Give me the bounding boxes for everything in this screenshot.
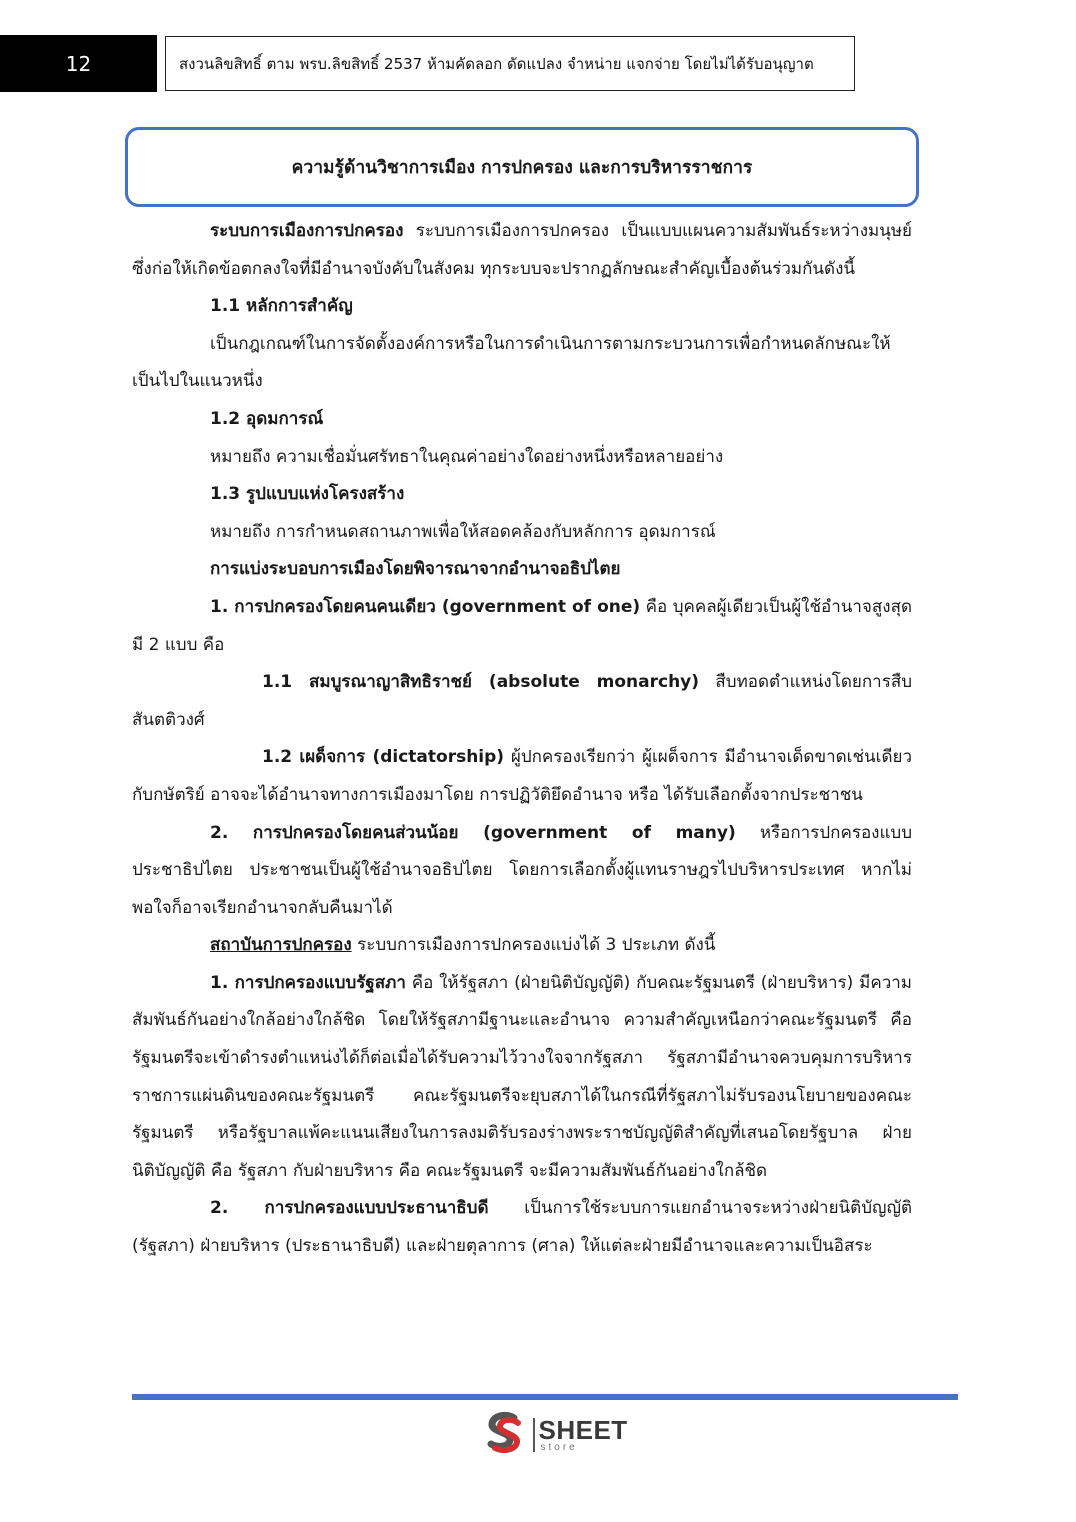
government-of-one: [132, 589, 912, 664]
logo-text: [539, 1417, 628, 1453]
copyright-notice: [165, 36, 855, 91]
absolute-monarchy-heading: 1.1 สมบูรณาญาสิทธิราชย์ (absolute monarchy): [262, 672, 700, 693]
heading-division: การแบ่งระบอบการเมืองโดยพิจารณาจากอำนาจอธิปไตย: [210, 559, 621, 580]
logo-sub-text: store: [540, 1442, 578, 1453]
footer-divider: [132, 1394, 958, 1400]
institutions-heading: สถาบันการปกครอง: [210, 935, 352, 956]
paragraph-1-3: หมายถึง การกำหนดสถานภาพเพื่อให้สอดคล้องกับหลักการ อุดมการณ์: [210, 521, 716, 542]
page-number: 12: [0, 35, 157, 92]
copyright-text: สงวนลิขสิทธิ์ ตาม พรบ.ลิขสิทธิ์ 2537 ห้ามคัดลอก ดัดแปลง จำหน่าย แจกจ่าย โดยไม่ได้รับอนุญาต: [179, 54, 814, 73]
section-title-box: [125, 127, 919, 207]
presidential-text: เป็นการใช้ระบบการแยกอำนาจระหว่างฝ่ายนิติบัญญัติ (รัฐสภา) ฝ่ายบริหาร (ประธานาธิบดี) และฝ่ายตุลาการ (ศาล) ให้แต่ละฝ่ายมีอำนาจและความเป็นอิสระ: [132, 1198, 912, 1257]
institutions-paragraph: [132, 927, 912, 965]
government-of-many: [132, 815, 912, 928]
parliamentary-system: [132, 965, 912, 1191]
institutions-text: ระบบการเมืองการปกครองแบ่งได้ 3 ประเภท ดังนี้: [351, 935, 716, 956]
paragraph-1-1: เป็นกฎเกณฑ์ในการจัดตั้งองค์การหรือในการดำเนินการตามกระบวนการเพื่อกำหนดลักษณะให้เป็นไปในแนวหนึ่ง: [132, 333, 891, 392]
sheet-store-s-icon: [481, 1410, 527, 1460]
intro-text: ระบบการเมืองการปกครอง เป็นแบบแผนความสัมพันธ์ระหว่างมนุษย์ซึ่งก่อให้เกิดข้อตกลงใจที่มีอำนาจบังคับในสังคม ทุกระบบจะปรากฏลักษณะสำคัญเบื้องต้นร่วมกันดังนี้: [132, 221, 912, 279]
presidential-system: [132, 1190, 912, 1265]
parliamentary-text: คือ ให้รัฐสภา (ฝ่ายนิติบัญญัติ) กับคณะรัฐมนตรี (ฝ่ายบริหาร) มีความสัมพันธ์กันอย่างใกล้อย่างใกล้ชิด โดยให้รัฐสภามีฐานะและอำนาจ ความสำคัญเหนือกว่าคณะรัฐมนตรี คือ รัฐมนตรีจะเข้าดำรงตำแหน่งได้ก็ต่อเมื่อได้รับความไว้วางใจจากรัฐสภา รัฐสภามีอำนาจควบคุมการบริหารราชการแผ่นดินของคณะรัฐมนตรี คณะรัฐมนตรีจะยุบสภาได้ในกรณีที่รัฐสภาไม่รับรองนโยบายของคณะรัฐมนตรี หรือรัฐบาลแพ้คะแนนเสียงในการลงมติรับรองร่างพระราชบัญญัติสำคัญที่เสนอโดยรัฐบาล ฝ่ายนิติบัญญัติ คือ รัฐสภา กับฝ่ายบริหาร คือ คณะรัฐมนตรี จะมีความสัมพันธ์กันอย่างใกล้ชิด: [132, 972, 913, 1181]
heading-1-1: 1.1 หลักการสำคัญ: [210, 296, 353, 317]
intro-paragraph: [132, 213, 912, 288]
parliamentary-heading: 1. การปกครองแบบรัฐสภา: [210, 972, 406, 993]
logo-divider: [533, 1418, 535, 1452]
document-body: [132, 213, 912, 1266]
absolute-monarchy: [132, 664, 912, 739]
paragraph-1-2: หมายถึง ความเชื่อมั่นศรัทธาในคุณค่าอย่างใดอย่างหนึ่งหรือหลายอย่าง: [210, 446, 724, 467]
dictatorship-heading: 1.2 เผด็จการ (dictatorship): [262, 747, 505, 768]
dictatorship-text: ผู้ปกครองเรียกว่า ผู้เผด็จการ มีอำนาจเด็ดขาดเช่นเดียวกับกษัตริย์ อาจจะได้อำนาจทางการเมืองมาโดย การปฏิวัติยึดอำนาจ หรือ ได้รับเลือกตั้งจากประชาชน: [132, 747, 912, 805]
government-of-one-heading: 1. การปกครองโดยคนคนเดียว (government of one): [210, 596, 641, 617]
heading-1-2: 1.2 อุดมการณ์: [210, 408, 324, 429]
government-of-one-text: คือ บุคคลผู้เดียวเป็นผู้ใช้อำนาจสูงสุด มี 2 แบบ คือ: [132, 596, 912, 655]
logo-main-text: SHEET: [538, 1415, 628, 1445]
presidential-heading: 2. การปกครองแบบประธานาธิบดี: [210, 1198, 489, 1219]
government-of-many-text: หรือการปกครองแบบประชาธิปไตย ประชาชนเป็นผู้ใช้อำนาจอธิปไตย โดยการเลือกตั้งผู้แทนราษฎรไปบริหารประเทศ หากไม่พอใจก็อาจเรียกอำนาจกลับคืนมาได้: [132, 822, 913, 918]
heading-1-3: 1.3 รูปแบบแห่งโครงสร้าง: [210, 484, 405, 505]
government-of-many-heading: 2. การปกครองโดยคนส่วนน้อย (government of many): [210, 822, 736, 843]
section-title: ความรู้ด้านวิชาการเมือง การปกครอง และการบริหารราชการ: [291, 158, 753, 178]
dictatorship: [132, 739, 912, 814]
absolute-monarchy-text: สืบทอดตำแหน่งโดยการสืบสันตติวงศ์: [132, 672, 912, 730]
sheet-store-logo: [481, 1412, 631, 1458]
intro-heading: ระบบการเมืองการปกครอง: [210, 221, 404, 241]
